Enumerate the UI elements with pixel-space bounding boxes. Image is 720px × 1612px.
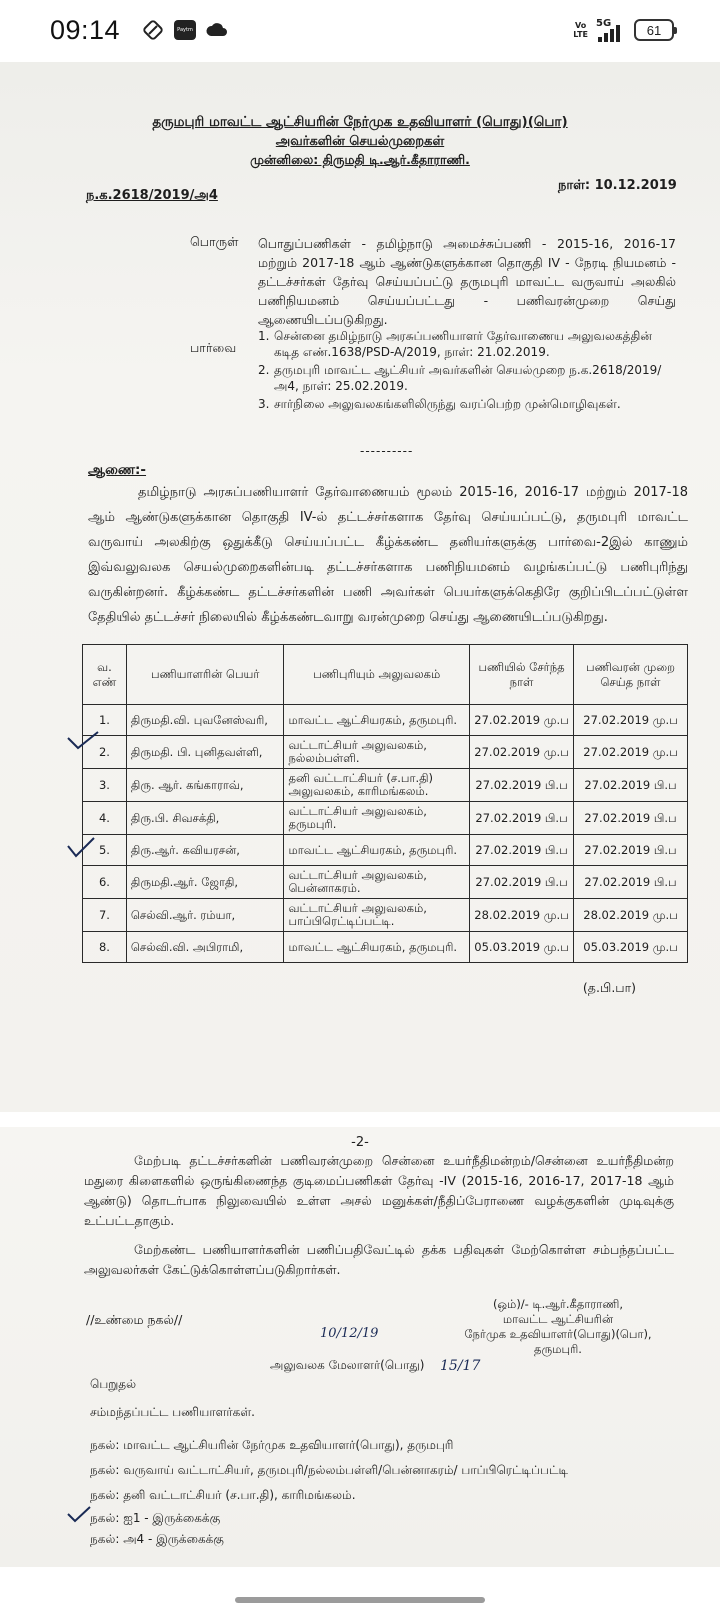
col-header-name: பணியாளரின் பெயர் [126, 645, 284, 705]
handwritten-signature: 10/12/19 [320, 1326, 379, 1341]
volte-icon: Vo LTE [573, 21, 588, 39]
cell-office: வட்டாட்சியர் அலுவலகம், தருமபுரி. [284, 802, 470, 835]
handwritten-initial: 15/17 [440, 1358, 481, 1374]
cell-joined: 27.02.2019 மு.ப [470, 705, 574, 736]
subject-label: பொருள் [190, 234, 239, 249]
table-row [83, 736, 688, 769]
reference-item: 2. தருமபுரி மாவட்ட ஆட்சியர் அவர்களின் செயல்முறை ந.க.2618/2019/அ4, நாள்: 25.02.2019. [258, 363, 662, 393]
cell-office: மாவட்ட ஆட்சியரகம், தருமபுரி. [284, 835, 470, 866]
checkmark-icon [66, 1506, 92, 1524]
copy-line: நகல்: மாவட்ட ஆட்சியரின் நேர்முக உதவியாளர்(பொது), தருமபுரி [90, 1438, 454, 1452]
table-row [83, 835, 688, 866]
reference-list [258, 328, 678, 414]
table-header-row [83, 645, 688, 705]
order-paragraph: தமிழ்நாடு அரசுப்பணியாளர் தேர்வாணையம் மூலம் 2015-16, 2016-17 மற்றும் 2017-18 ஆம் ஆண்டுகளுக்கான தொகுதி IV-ல் தட்டச்சர்களாக தேர்வு செய்யப்பட்டு, தருமபுரி மாவட்ட வருவாய் அலகிற்கு ஒதுக்கீடு செய்யப்பட்ட கீழ்க்கண்ட தனியர்களுக்கு பார்வை-2இல் காணும் இவ்வலுவலக செயல்முறைகளின்படி தட்டச்சர்களாக பணிநியமனம் வழங்கப்பட்டு பணிபுரிந்து வருகின்றனர். கீழ்க்கண்ட தட்டச்சர்களின் பணி அவர்கள் பெயர்களுக்கெதிரே குறிப்பிடப்பட்டுள்ள தேதியில் தட்டச்சர் நிலையில் கீழ்க்கண்டவாறு வரன்முறை செய்து ஆணையிடப்படுகிறது. [88, 485, 688, 625]
divider: ---------- [360, 444, 414, 458]
bottom-area [0, 1567, 720, 1612]
order-title: ஆணை:- [88, 462, 147, 478]
office-manager-label: அலுவலக மேலாளர்(பொது) [270, 1358, 425, 1372]
cell-name: திருமதி.வி. புவனேஸ்வரி, [126, 705, 284, 736]
document-date: நாள்: 10.12.2019 [558, 178, 677, 193]
cell-sn: 3. [83, 769, 127, 802]
cell-regularised: 27.02.2019 பி.ப [574, 866, 688, 899]
recipient-label: பெறுதல் [90, 1377, 137, 1391]
subject-text: பொதுப்பணிகள் - தமிழ்நாடு அமைச்சுப்பணி - 2015-16, 2016-17 மற்றும் 2017-18 ஆம் ஆண்டுகளுக்கான தொகுதி IV - நேரடி நியமனம் - தட்டச்சர்கள் தேர்வு செய்யப்பட்டு தருமபுரி மாவட்ட வருவாய் அலகில் பணிநியமனம் செய்யப்பட்டது - பணிவரன்முறை செய்து ஆணையிடப்படுகிறது. [258, 236, 676, 327]
copy-line: நகல்: தனி வட்டாட்சியர் (ச.பா.தி), காரிமங்கலம். [90, 1488, 356, 1502]
cell-regularised: 27.02.2019 மு.ப [574, 705, 688, 736]
cell-sn: 8. [83, 932, 127, 963]
reference-number: ந.க.2618/2019/அ4 [86, 188, 218, 203]
system-icons [573, 18, 674, 42]
page2-para-1: மேற்படி தட்டச்சர்களின் பணிவரன்முறை சென்னை உயர்நீதிமன்றம்/சென்னை உயர்நீதிமன்ற மதுரை கிளைகளில் ஒருங்கிணைந்த குடிமைப்பணிகள் தேர்வு -IV (2015-16, 2016-17, 2017-18 ஆம் ஆண்டு) தொடர்பாக நிலுவையில் உள்ள அசல் மனுக்கள்/நீதிப்பேராணை வழக்குகளின் முடிவுக்கு உட்பட்டதாகும். [84, 1153, 674, 1228]
recipients: சம்மந்தப்பட்ட பணியாளர்கள். [90, 1405, 255, 1419]
reference-item: 1. சென்னை தமிழ்நாடு அரசுப்பணியாளர் தேர்வாணைய அலுவலகத்தின் கடித எண்.1638/PSD-A/2019, நாள்: 21.02.2019. [258, 329, 652, 359]
cell-name: திரு.ஆர். கவியரசன், [126, 835, 284, 866]
cell-office: மாவட்ட ஆட்சியரகம், தருமபுரி. [284, 932, 470, 963]
app-notification-icon [142, 19, 164, 41]
staff-table [82, 644, 688, 963]
status-time: 09:14 [50, 15, 121, 45]
cell-joined: 27.02.2019 பி.ப [470, 802, 574, 835]
col-header-regularised: பணிவரன் முறை செய்த நாள் [574, 645, 688, 705]
col-header-office: பணிபுரியும் அலுவலகம் [284, 645, 470, 705]
cell-joined: 27.02.2019 மு.ப [470, 736, 574, 769]
cell-sn: 6. [83, 866, 127, 899]
copy-line: நகல்: ஐ1 - இருக்கைக்கு [90, 1511, 221, 1525]
cell-regularised: 27.02.2019 பி.ப [574, 802, 688, 835]
cell-name: செல்வி.ஆர். ரம்யா, [126, 899, 284, 932]
cell-joined: 28.02.2019 மு.ப [470, 899, 574, 932]
gesture-bar[interactable] [235, 1597, 485, 1603]
cell-sn: 4. [83, 802, 127, 835]
cell-name: திருமதி.ஆர். ஜோதி, [126, 866, 284, 899]
notification-icons [142, 19, 228, 41]
signature-block: (ஒம்)/- டி.ஆர்.கீதாராணி, மாவட்ட ஆட்சியரின் நேர்முக உதவியாளர்(பொது)(பொ), தருமபுரி. [464, 1297, 652, 1356]
cell-joined: 05.03.2019 மு.ப [470, 932, 574, 963]
cell-office: வட்டாட்சியர் அலுவலகம், பாப்பிரெட்டிப்பட்டி. [284, 899, 470, 932]
cell-name: திருமதி. பி. புனிதவள்ளி, [126, 736, 284, 769]
cell-joined: 27.02.2019 பி.ப [470, 866, 574, 899]
cell-office: வட்டாட்சியர் அலுவலகம், நல்லம்பள்ளி. [284, 736, 470, 769]
reference-label: பார்வை [190, 340, 237, 355]
page-number: -2- [351, 1135, 369, 1150]
paytm-icon: Paytm [174, 20, 196, 40]
table-row [83, 802, 688, 835]
cell-sn: 5. [83, 835, 127, 866]
col-header-joined: பணியில் சேர்ந்த நாள் [470, 645, 574, 705]
header-line-3: முன்னிலை: திருமதி டி.ஆர்.கீதாராணி. [250, 152, 470, 167]
table-row [83, 899, 688, 932]
cell-regularised: 27.02.2019 பி.ப [574, 769, 688, 802]
cell-regularised: 27.02.2019 மு.ப [574, 736, 688, 769]
cloud-icon [206, 19, 228, 41]
table-row [83, 866, 688, 899]
copy-line: நகல்: அ4 - இருக்கைக்கு [90, 1532, 224, 1546]
cell-regularised: 05.03.2019 மு.ப [574, 932, 688, 963]
status-bar [0, 0, 720, 62]
cell-joined: 27.02.2019 பி.ப [470, 769, 574, 802]
true-copy-label: //உண்மை நகல்// [86, 1312, 183, 1327]
cell-regularised: 27.02.2019 பி.ப [574, 835, 688, 866]
cell-sn: 7. [83, 899, 127, 932]
cell-office: தனி வட்டாட்சியர் (ச.பா.தி) அலுவலகம், காரிமங்கலம். [284, 769, 470, 802]
page2-para-2: மேற்கண்ட பணியாளர்களின் பணிப்பதிவேட்டில் தக்க பதிவுகள் மேற்கொள்ள சம்பந்தப்பட்ட அலுவலர்கள் கேட்டுக்கொள்ளப்படுகிறார்கள். [84, 1242, 674, 1277]
table-row [83, 769, 688, 802]
copy-line: நகல்: வருவாய் வட்டாட்சியர், தருமபுரி/நல்லம்பள்ளி/பென்னாகரம்/ பாப்பிரெட்டிப்பட்டி [90, 1463, 569, 1477]
header-line-2: அவர்களின் செயல்முறைகள் [275, 134, 445, 149]
checkmark-icon [64, 730, 104, 860]
signal-icon: 5G [596, 18, 626, 42]
table-row [83, 932, 688, 963]
table-row [83, 705, 688, 736]
continued-marker: (த.பி.பா) [582, 980, 636, 995]
reference-item: 3. சார்நிலை அலுவலகங்களிலிருந்து வரப்பெற்ற முன்மொழிவுகள். [258, 397, 621, 411]
cell-name: செல்வி.வி. அபிராமி, [126, 932, 284, 963]
cell-sn: 2. [83, 736, 127, 769]
cell-name: திரு. ஆர். கங்காராவ், [126, 769, 284, 802]
page-separator [0, 1112, 720, 1127]
cell-name: திரு.பி. சிவசக்தி, [126, 802, 284, 835]
header-line-1: தருமபுரி மாவட்ட ஆட்சியரின் நேர்முக உதவியாளர் (பொது)(பொ) [152, 114, 568, 130]
cell-sn: 1. [83, 705, 127, 736]
battery-icon: 61 [634, 19, 674, 41]
cell-office: வட்டாட்சியர் அலுவலகம், பென்னாகரம். [284, 866, 470, 899]
document-page-1 [0, 62, 720, 1112]
cell-office: மாவட்ட ஆட்சியரகம், தருமபுரி. [284, 705, 470, 736]
cell-regularised: 28.02.2019 மு.ப [574, 899, 688, 932]
col-header-sn: வ. எண் [83, 645, 127, 705]
cell-joined: 27.02.2019 பி.ப [470, 835, 574, 866]
